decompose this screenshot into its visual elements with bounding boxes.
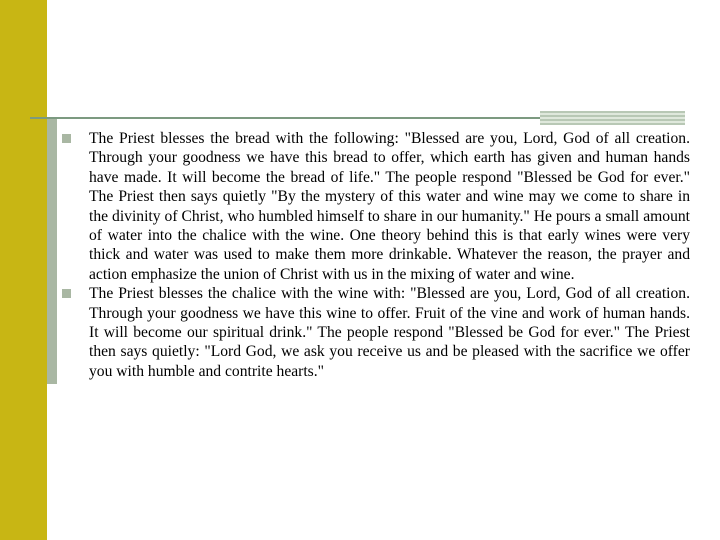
- slide-body: [60, 129, 690, 381]
- decorative-left-bar: [0, 0, 47, 540]
- square-bullet-icon: [62, 134, 71, 143]
- decorative-striped-block: [540, 111, 685, 125]
- bullet-item: [60, 129, 690, 284]
- bullet-text: The Priest blesses the chalice with the wine with: "Blessed are you, Lord, God of all creation. Through your goodness we have this wine to offer. Fruit of the vine and work of human hands. It will become our spiritual drink." The people respond "Blessed be God for ever." The Priest then says quietly: "Lord God, we ask you receive us and be pleased with the sacrifice we offer you with humble and contrite hearts.": [89, 285, 690, 380]
- bullet-item: [60, 284, 690, 381]
- bullet-text: The Priest blesses the bread with the following: "Blessed are you, Lord, God of all creation. Through your goodness we have this bread to offer, which earth has given and human hands have made. It will become the bread of life." The people respond "Blessed be God for ever." The Priest then says quietly "By the mystery of this water and wine may we come to share in the divinity of Christ, who humbled himself to share in our humanity." He pours a small amount of water into the chalice with the wine. One theory behind this is that early wines were very thick and water was used to make them more drinkable. Whatever the reason, the prayer and action emphasize the union of Christ with us in the mixing of water and wine.: [89, 130, 690, 283]
- square-bullet-icon: [62, 289, 71, 298]
- decorative-accent-strip: [47, 118, 57, 384]
